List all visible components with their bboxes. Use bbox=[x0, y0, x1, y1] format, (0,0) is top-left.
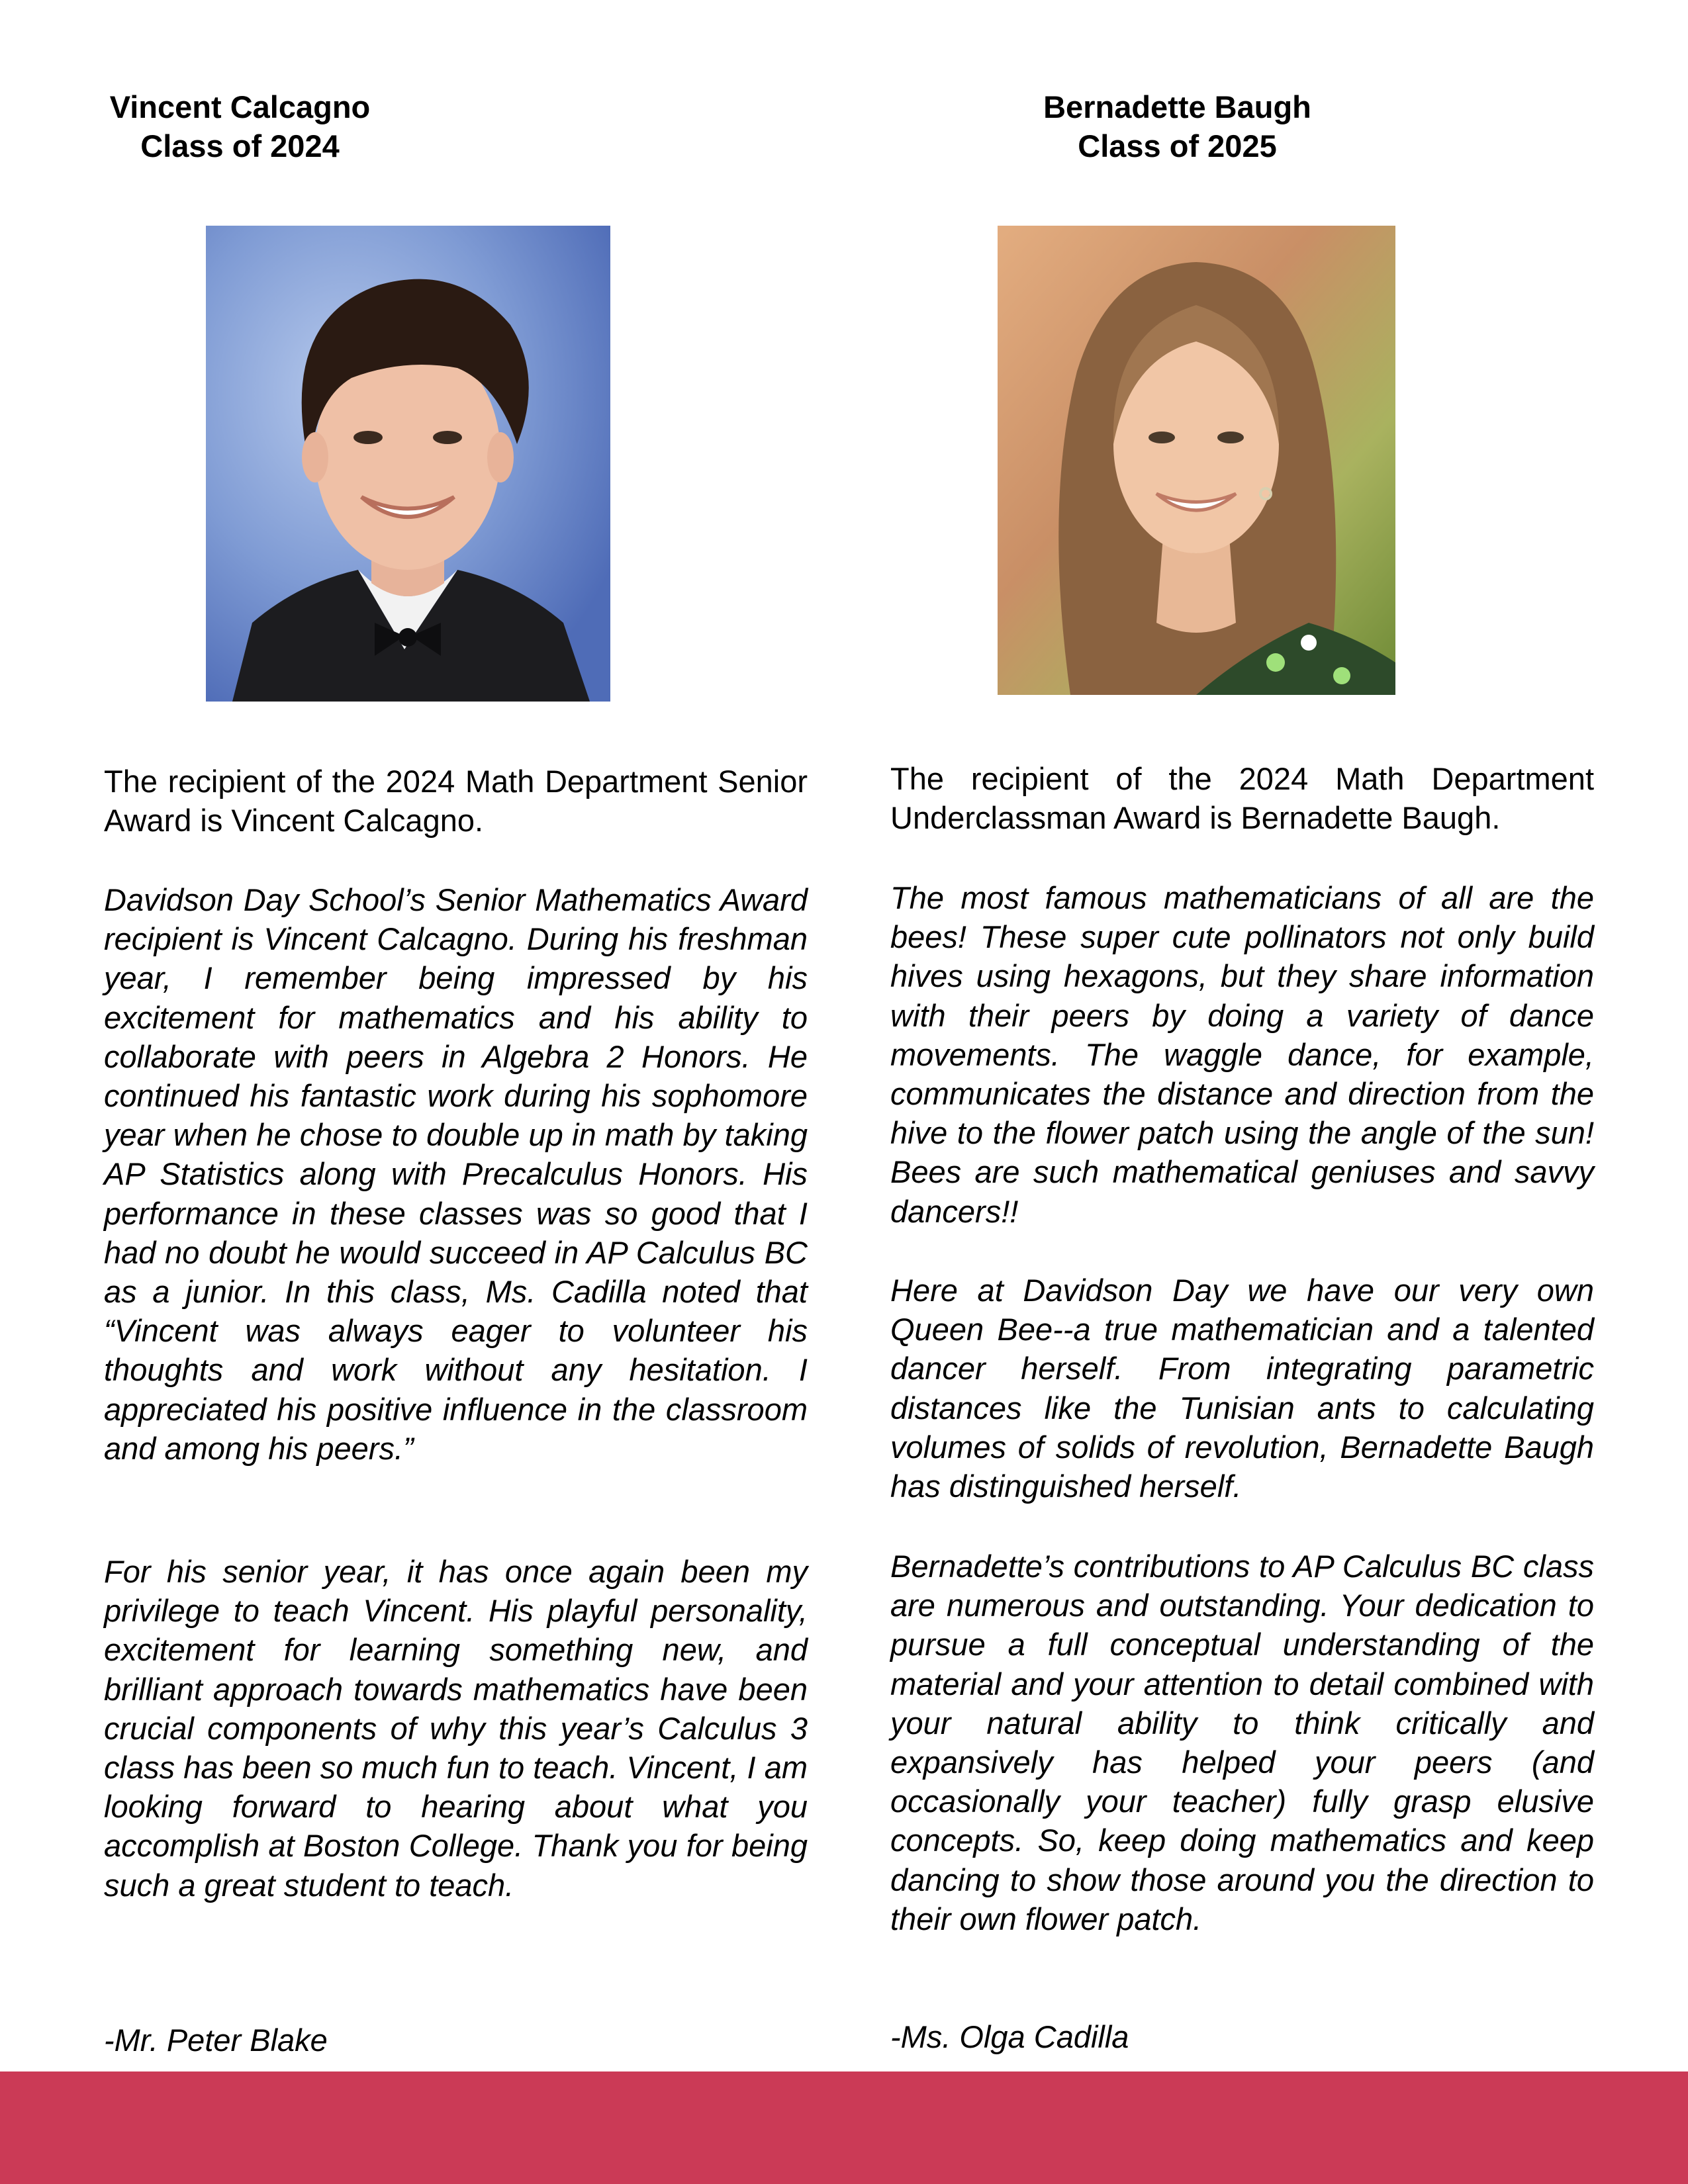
class-year: Class of 2025 bbox=[1078, 128, 1277, 163]
recipient-portrait-photo bbox=[998, 226, 1395, 695]
teacher-signature: -Mr. Peter Blake bbox=[104, 2023, 328, 2058]
teacher-signature: -Ms. Olga Cadilla bbox=[890, 2019, 1129, 2054]
tribute-paragraph: The most famous mathematicians of all are the bees! These super cute pollinators not only build hives using hexagons, but they share information with their peers by doing a variety of dance movements. The waggle dance, for example, communicates the distance and direction from the hive to the flower patch using the angle of the sun! Bees are such mathematical geniuses and savvy dancers!! bbox=[890, 880, 1594, 1229]
senior-award-heading bbox=[0, 87, 674, 165]
footer-color-band bbox=[0, 2071, 1688, 2184]
tribute-paragraph: Davidson Day School’s Senior Mathematics Award recipient is Vincent Calcagno. During his freshman year, I remember being impressed by his excitement for mathematics and his ability to collaborate with peers in Algebra 2 Honors. He continued his fantastic work during his sophomore year when he chose to double up in math by taking AP Statistics along with Precalculus Honors. His performance in these classes was so good that I had no doubt he would succeed in AP Calculus BC as a junior. In this class, Ms. Cadilla noted that “Vincent was always eager to volunteer his thoughts and work without any hesitation. I appreciated his positive influence in the classroom and among his peers.” bbox=[104, 882, 808, 1466]
class-year: Class of 2024 bbox=[140, 128, 340, 163]
award-intro-text: The recipient of the 2024 Math Department Underclassman Award is Bernadette Baugh. bbox=[890, 761, 1594, 835]
recipient-portrait-photo bbox=[206, 226, 610, 702]
tribute-paragraph: Here at Davidson Day we have our very own Queen Bee--a true mathematician and a talented dancer herself. From integrating parametric distances like the Tunisian ants to calculating volumes of solids of revolution, Bernadette Baugh has distinguished herself. bbox=[890, 1273, 1594, 1504]
portrait-illustration bbox=[998, 226, 1395, 695]
tribute-paragraph: Bernadette’s contributions to AP Calculus BC class are numerous and outstanding. Your dedication to pursue a full conceptual understanding of the material and your attention to detail combined with your natural ability to think critically and expansively has helped your peers (and occasionally your teacher) fully grasp elusive concepts. So, keep doing mathematics and keep dancing to show those around you the direction to their own flower patch. bbox=[890, 1549, 1594, 1936]
recipient-name: Bernadette Baugh bbox=[1043, 89, 1311, 124]
recipient-name: Vincent Calcagno bbox=[109, 89, 371, 124]
tribute-paragraph: For his senior year, it has once again been my privilege to teach Vincent. His playful personality, excitement for learning something new, and brilliant approach towards mathematics have been crucial components of why this year’s Calculus 3 class has been so much fun to teach. Vincent, I am looking forward to hearing about what you accomplish at Boston College. Thank you for being such a great student to teach. bbox=[104, 1554, 808, 1903]
award-intro-text: The recipient of the 2024 Math Department Senior Award is Vincent Calcagno. bbox=[104, 764, 808, 838]
portrait-illustration bbox=[206, 226, 610, 702]
underclassman-award-heading bbox=[738, 87, 1617, 165]
